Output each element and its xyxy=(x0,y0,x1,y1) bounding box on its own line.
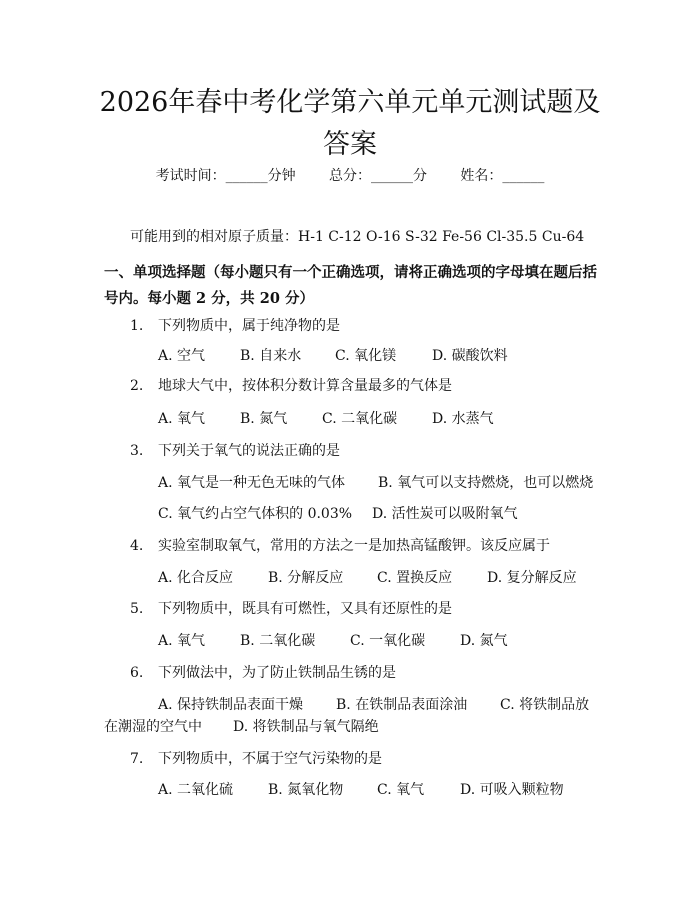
option-b: B. 氮气 xyxy=(240,411,288,427)
option-a: A. 保持铁制品表面干燥 xyxy=(158,697,304,713)
option-c-continued: 在潮湿的空气中 xyxy=(104,719,202,735)
exam-time-field: 考试时间：______分钟 xyxy=(155,168,296,184)
option-c: C. 氧气 xyxy=(377,782,425,798)
question-text: 下列物质中，不属于空气污染物的是 xyxy=(158,751,382,767)
question-number: 2. xyxy=(130,378,144,394)
option-d: D. 将铁制品与氧气隔绝 xyxy=(233,719,379,735)
section-heading: 一、单项选择题（每小题只有一个正确选项，请将正确选项的字母填在题后括号内。每小题 2 分，共 20 分） xyxy=(104,264,597,307)
option-c: C. 氧化镁 xyxy=(335,348,397,364)
option-b: B. 分解反应 xyxy=(268,570,344,586)
option-d: D. 复分解反应 xyxy=(487,570,577,586)
option-d: D. 碳酸饮料 xyxy=(432,348,508,364)
question-number: 4. xyxy=(130,538,144,554)
question-text: 下列物质中，属于纯净物的是 xyxy=(158,318,340,334)
atomic-masses-note: 可能用到的相对原子质量：H-1 C-12 O-16 S-32 Fe-56 Cl-35.5 Cu-64 xyxy=(130,229,585,245)
option-b: B. 二氧化碳 xyxy=(240,633,316,649)
student-name-field: 姓名：______ xyxy=(460,168,545,184)
question-number: 6. xyxy=(130,665,144,681)
option-d: D. 水蒸气 xyxy=(432,411,494,427)
question-text: 下列关于氧气的说法正确的是 xyxy=(158,443,340,459)
question-text: 实验室制取氧气，常用的方法之一是加热高锰酸钾。该反应属于 xyxy=(158,538,550,554)
option-d: D. 可吸入颗粒物 xyxy=(460,782,564,798)
document-title: 2026年春中考化学第六单元单元测试题及答案 xyxy=(99,87,601,160)
option-c: C. 置换反应 xyxy=(377,570,453,586)
question-number: 3. xyxy=(130,443,144,459)
option-b: B. 自来水 xyxy=(240,348,302,364)
total-score-field: 总分：______分 xyxy=(329,168,427,184)
exam-info-line xyxy=(0,165,700,187)
option-b: B. 氧气可以支持燃烧，也可以燃烧 xyxy=(378,475,594,491)
option-c: C. 将铁制品放 xyxy=(500,697,590,713)
option-a: A. 氧气 xyxy=(158,411,206,427)
option-c: C. 氧气约占空气体积的 0.03% xyxy=(158,506,353,522)
option-d: D. 氮气 xyxy=(460,633,508,649)
question-number: 5. xyxy=(130,601,144,617)
question-text: 下列物质中，既具有可燃性，又具有还原性的是 xyxy=(158,601,452,617)
question-text: 下列做法中，为了防止铁制品生锈的是 xyxy=(158,665,396,681)
option-a: A. 化合反应 xyxy=(158,570,234,586)
option-a: A. 二氧化硫 xyxy=(158,782,234,798)
option-a: A. 氧气是一种无色无味的气体 xyxy=(158,475,346,491)
option-b: B. 氮氧化物 xyxy=(268,782,344,798)
question-number: 7. xyxy=(130,751,144,767)
option-c: C. 二氧化碳 xyxy=(322,411,398,427)
option-a: A. 氧气 xyxy=(158,633,206,649)
option-b: B. 在铁制品表面涂油 xyxy=(336,697,468,713)
option-d: D. 活性炭可以吸附氧气 xyxy=(372,506,518,522)
option-a: A. 空气 xyxy=(158,348,206,364)
option-c: C. 一氧化碳 xyxy=(350,633,426,649)
question-number: 1. xyxy=(130,318,144,334)
question-text: 地球大气中，按体积分数计算含量最多的气体是 xyxy=(158,378,452,394)
